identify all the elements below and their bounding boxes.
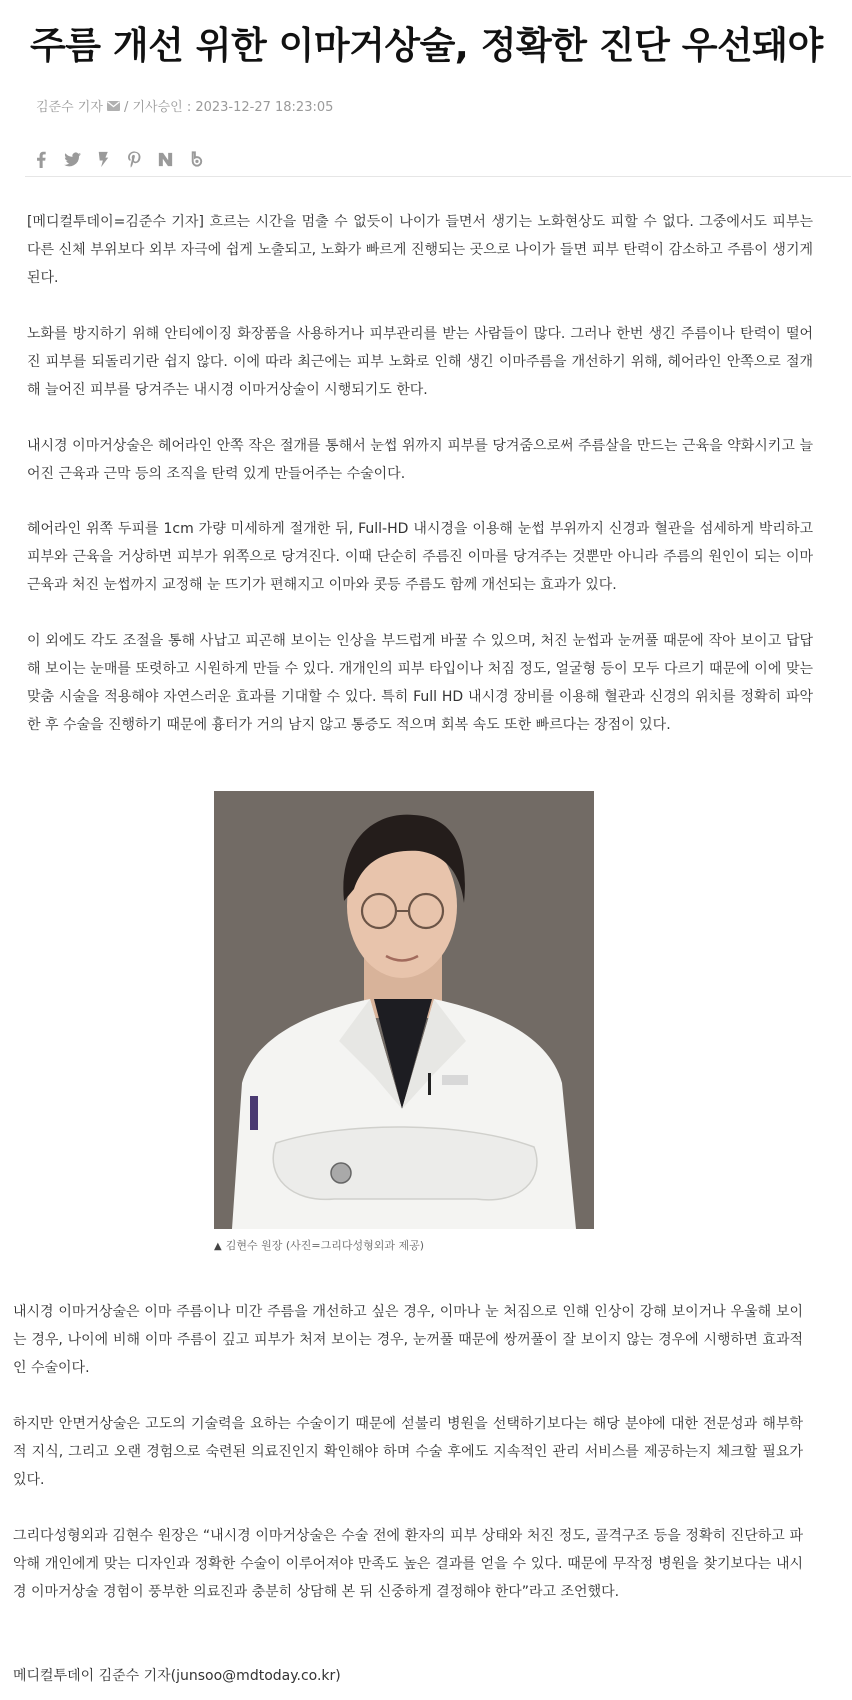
triangle-icon: ▲ <box>214 1241 222 1252</box>
article-photo <box>214 791 594 1229</box>
byline <box>36 96 333 115</box>
caption-text: 김현수 원장 (사진=그리다성형외과 제공) <box>225 1239 425 1252</box>
approval-date: / 기사승인 : 2023-12-27 18:23:05 <box>123 100 334 115</box>
photo-caption <box>214 1237 424 1253</box>
kakaostory-icon[interactable] <box>94 150 113 169</box>
author-name[interactable]: 김준수 기자 <box>36 100 103 115</box>
body-paragraph: 노화를 방지하기 위해 안티에이징 화장품을 사용하거나 피부관리를 받는 사람들이 많다. 그러나 한번 생긴 주름이나 탄력이 떨어진 피부를 되돌리기란 쉽지 않다. 이에 따라 최근에는 피부 노화로 인해 생긴 이마주름을 개선하기 위해, 헤어라인 안쪽으로 절개해 늘어진 피부를 당겨주는 내시경 이마거상술이 시행되기도 한다. <box>27 326 813 398</box>
header-divider <box>25 176 851 177</box>
body-paragraph: 헤어라인 위쪽 두피를 1cm 가량 미세하게 절개한 뒤, Full-HD 내시경을 이용해 눈썹 부위까지 신경과 혈관을 섬세하게 박리하고 피부와 근육을 거상하면 피부가 위쪽으로 당겨진다. 이때 단순히 주름진 이마를 당겨주는 것뿐만 아니라 주름의 원인이 되는 이마 근육과 처진 눈썹까지 교정해 눈 뜨기가 편해지고 이마와 콧등 주름도 함께 개선되는 효과가 있다. <box>27 521 813 593</box>
body-paragraph: 이 외에도 각도 조절을 통해 사납고 피곤해 보이는 인상을 부드럽게 바꿀 수 있으며, 처진 눈썹과 눈꺼풀 때문에 작아 보이고 답답해 보이는 눈매를 또렷하고 시원하게 만들 수 있다. 개개인의 피부 타입이나 처짐 정도, 얼굴형 등이 모두 다르기 때문에 이에 맞는 맞춤 시술을 적용해야 자연스러운 효과를 기대할 수 있다. 특히 Full HD 내시경 장비를 이용해 혈관과 신경의 위치를 정확히 파악한 후 수술을 진행하기 때문에 흉터가 거의 남지 않고 통증도 적으며 회복 속도 또한 빠르다는 장점이 있다. <box>27 633 813 733</box>
naver-icon[interactable] <box>156 150 175 169</box>
reporter-credit: 메디컬투데이 김준수 기자(junsoo@mdtoday.co.kr) <box>13 1668 341 1684</box>
body-paragraph: 내시경 이마거상술은 이마 주름이나 미간 주름을 개선하고 싶은 경우, 이마나 눈 처짐으로 인해 인상이 강해 보이거나 우울해 보이는 경우, 나이에 비해 이마 주름이 깊고 피부가 처져 보이는 경우, 눈꺼풀 때문에 쌍꺼풀이 잘 보이지 않는 경우에 시행하면 효과적인 수술이다. <box>13 1304 803 1376</box>
body-paragraph: 내시경 이마거상술은 헤어라인 안쪽 작은 절개를 통해서 눈썹 위까지 피부를 당겨줌으로써 주름살을 만드는 근육을 약화시키고 늘어진 근육과 근막 등의 조직을 탄력 있게 만들어주는 수술이다. <box>27 438 813 482</box>
twitter-icon[interactable] <box>63 150 82 169</box>
share-bar <box>32 150 206 169</box>
email-icon[interactable] <box>107 101 120 111</box>
body-paragraph: 그리다성형외과 김현수 원장은 “내시경 이마거상술은 수술 전에 환자의 피부 상태와 처진 정도, 골격구조 등을 정확히 진단하고 파악해 개인에게 맞는 디자인과 정확한 수술이 이루어져야 만족도 높은 결과를 얻을 수 있다. 때문에 무작정 병원을 찾기보다는 내시경 이마거상술 경험이 풍부한 의료진과 충분히 상담해 본 뒤 신중하게 결정해야 한다”라고 조언했다. <box>13 1528 803 1600</box>
body-paragraph: [메디컬투데이=김준수 기자] 흐르는 시간을 멈출 수 없듯이 나이가 들면서 생기는 노화현상도 피할 수 없다. 그중에서도 피부는 다른 신체 부위보다 외부 자극에 쉽게 노출되고, 노화가 빠르게 진행되는 곳으로 나이가 들면 피부 탄력이 감소하고 주름이 생기게 된다. <box>27 214 813 286</box>
facebook-icon[interactable] <box>32 150 51 169</box>
pinterest-icon[interactable] <box>125 150 144 169</box>
article-headline: 주름 개선 위한 이마거상술, 정확한 진단 우선돼야 <box>30 24 823 67</box>
body-paragraph: 하지만 안면거상술은 고도의 기술력을 요하는 수술이기 때문에 섣불리 병원을 선택하기보다는 해당 분야에 대한 전문성과 해부학적 지식, 그리고 오랜 경험으로 숙련된 의료진인지 확인해야 하며 수술 후에도 지속적인 관리 서비스를 제공하는지 체크할 필요가 있다. <box>13 1416 803 1488</box>
band-icon[interactable] <box>187 150 206 169</box>
